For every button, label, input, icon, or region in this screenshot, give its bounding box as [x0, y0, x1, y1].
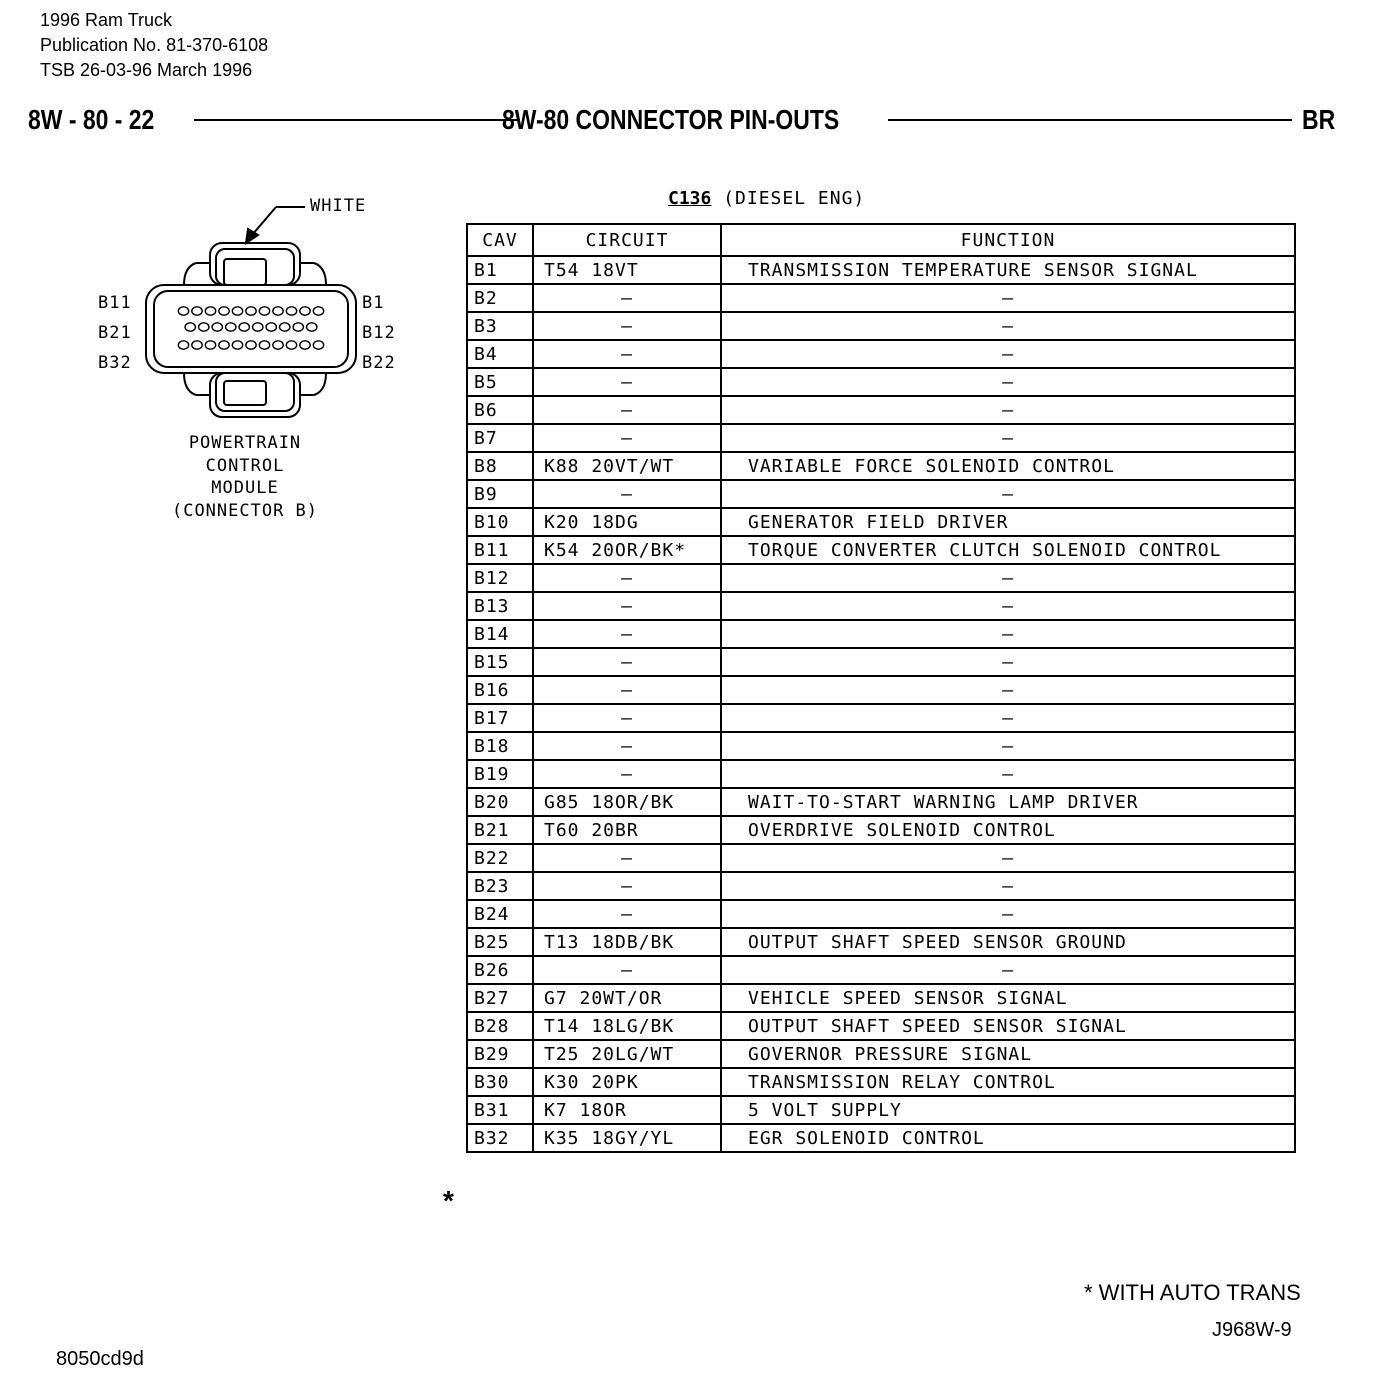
- cell-cav: B21: [467, 816, 533, 844]
- connector-caption: [145, 432, 345, 522]
- connector-diagram: [140, 205, 370, 435]
- table-row: [467, 760, 1295, 788]
- pin-hole: [178, 307, 188, 315]
- table-row: [467, 732, 1295, 760]
- cell-cav: B9: [467, 480, 533, 508]
- cell-cav: B5: [467, 368, 533, 396]
- cell-function: –: [721, 592, 1295, 620]
- table-row: [467, 508, 1295, 536]
- publication-number: Publication No. 81-370-6108: [40, 35, 269, 55]
- caption-line: CONTROL: [205, 455, 285, 476]
- cell-cav: B17: [467, 704, 533, 732]
- header-rule-right: [888, 119, 1292, 121]
- cell-circuit: –: [533, 564, 721, 592]
- pin-hole: [253, 323, 263, 331]
- pin-hole: [246, 307, 256, 315]
- cell-function: OUTPUT SHAFT SPEED SENSOR SIGNAL: [721, 1012, 1295, 1040]
- cell-circuit: –: [533, 312, 721, 340]
- cell-circuit: T14 18LG/BK: [533, 1012, 721, 1040]
- cell-function: GENERATOR FIELD DRIVER: [721, 508, 1295, 536]
- cell-circuit: T25 20LG/WT: [533, 1040, 721, 1068]
- cell-cav: B29: [467, 1040, 533, 1068]
- pin-hole: [273, 307, 283, 315]
- cell-cav: B7: [467, 424, 533, 452]
- table-row: [467, 368, 1295, 396]
- cell-circuit: T54 18VT: [533, 256, 721, 284]
- cell-cav: B3: [467, 312, 533, 340]
- cell-circuit: –: [533, 956, 721, 984]
- table-row: [467, 900, 1295, 928]
- pin-hole: [273, 341, 283, 349]
- document-id: 8050cd9d: [56, 1348, 144, 1370]
- pin-label-right-middle: B12: [362, 323, 396, 343]
- cell-function: –: [721, 956, 1295, 984]
- table-row: [467, 844, 1295, 872]
- cell-circuit: K35 18GY/YL: [533, 1124, 721, 1152]
- cell-cav: B15: [467, 648, 533, 676]
- cell-function: TRANSMISSION RELAY CONTROL: [721, 1068, 1295, 1096]
- cell-circuit: K30 20PK: [533, 1068, 721, 1096]
- cell-circuit: –: [533, 648, 721, 676]
- table-row: [467, 284, 1295, 312]
- cell-circuit: G85 18OR/BK: [533, 788, 721, 816]
- pin-hole: [293, 323, 303, 331]
- cell-cav: B19: [467, 760, 533, 788]
- cell-cav: B4: [467, 340, 533, 368]
- row-marker: *: [443, 1185, 454, 1216]
- pin-table: [466, 223, 1296, 1153]
- tsb-line: TSB 26-03-96 March 1996: [40, 60, 253, 80]
- cell-circuit: –: [533, 760, 721, 788]
- table-row: [467, 704, 1295, 732]
- table-row: [467, 788, 1295, 816]
- cell-function: –: [721, 900, 1295, 928]
- cell-cav: B26: [467, 956, 533, 984]
- cell-function: –: [721, 424, 1295, 452]
- pin-hole: [178, 341, 188, 349]
- pin-hole: [300, 307, 310, 315]
- table-header-row: [467, 224, 1295, 256]
- figure-id: J968W-9: [1212, 1319, 1292, 1341]
- vehicle-line: 1996 Ram Truck: [40, 10, 173, 30]
- cell-function: –: [721, 564, 1295, 592]
- table-row: [467, 1096, 1295, 1124]
- pin-hole: [300, 341, 310, 349]
- header-cav: CAV: [467, 224, 533, 256]
- table-row: [467, 1040, 1295, 1068]
- pin-hole: [259, 341, 269, 349]
- pin-label-right-top: B1: [362, 293, 385, 313]
- cell-function: –: [721, 844, 1295, 872]
- cell-cav: B11: [467, 536, 533, 564]
- pin-hole: [286, 307, 296, 315]
- cell-circuit: T60 20BR: [533, 816, 721, 844]
- cell-cav: B2: [467, 284, 533, 312]
- pin-hole: [286, 341, 296, 349]
- cell-cav: B22: [467, 844, 533, 872]
- pin-hole: [259, 307, 269, 315]
- cell-cav: B6: [467, 396, 533, 424]
- table-row: [467, 1124, 1295, 1152]
- pin-hole: [232, 341, 242, 349]
- pin-label-left-bottom: B32: [98, 353, 132, 373]
- cell-function: GOVERNOR PRESSURE SIGNAL: [721, 1040, 1295, 1068]
- pin-hole: [266, 323, 276, 331]
- publication-info: [40, 8, 268, 83]
- cell-cav: B23: [467, 872, 533, 900]
- cell-circuit: –: [533, 480, 721, 508]
- cell-cav: B32: [467, 1124, 533, 1152]
- pin-hole: [280, 323, 290, 331]
- cell-function: –: [721, 480, 1295, 508]
- cell-cav: B20: [467, 788, 533, 816]
- cell-circuit: –: [533, 340, 721, 368]
- table-row: [467, 592, 1295, 620]
- footnote: * WITH AUTO TRANS: [1084, 1280, 1301, 1305]
- cell-function: –: [721, 396, 1295, 424]
- connector-note: (DIESEL ENG): [723, 188, 866, 209]
- cell-cav: B31: [467, 1096, 533, 1124]
- cell-cav: B12: [467, 564, 533, 592]
- pin-hole: [226, 323, 236, 331]
- table-row: [467, 564, 1295, 592]
- pin-hole: [205, 341, 215, 349]
- table-row: [467, 816, 1295, 844]
- cell-circuit: –: [533, 704, 721, 732]
- cell-function: 5 VOLT SUPPLY: [721, 1096, 1295, 1124]
- cell-function: WAIT-TO-START WARNING LAMP DRIVER: [721, 788, 1295, 816]
- table-row: [467, 1012, 1295, 1040]
- page-number: 8W - 80 - 22: [28, 104, 155, 135]
- cell-function: –: [721, 872, 1295, 900]
- table-row: [467, 424, 1295, 452]
- table-row: [467, 872, 1295, 900]
- pin-table-body: [467, 256, 1295, 1152]
- cell-function: –: [721, 312, 1295, 340]
- table-row: [467, 956, 1295, 984]
- table-row: [467, 676, 1295, 704]
- cell-circuit: T13 18DB/BK: [533, 928, 721, 956]
- cell-circuit: –: [533, 676, 721, 704]
- page-header: [28, 100, 1350, 140]
- cell-circuit: –: [533, 620, 721, 648]
- table-row: [467, 648, 1295, 676]
- cell-function: VARIABLE FORCE SOLENOID CONTROL: [721, 452, 1295, 480]
- cell-cav: B14: [467, 620, 533, 648]
- pin-hole: [239, 323, 249, 331]
- cell-cav: B16: [467, 676, 533, 704]
- cell-circuit: –: [533, 844, 721, 872]
- pin-hole: [313, 341, 323, 349]
- pin-hole: [212, 323, 222, 331]
- table-row: [467, 312, 1295, 340]
- header-circuit: CIRCUIT: [533, 224, 721, 256]
- pin-label-left-middle: B21: [98, 323, 132, 343]
- cell-circuit: –: [533, 592, 721, 620]
- pin-hole: [232, 307, 242, 315]
- cell-circuit: –: [533, 732, 721, 760]
- cell-circuit: –: [533, 424, 721, 452]
- cell-function: –: [721, 704, 1295, 732]
- cell-circuit: –: [533, 396, 721, 424]
- pin-hole: [205, 307, 215, 315]
- cell-cav: B8: [467, 452, 533, 480]
- pin-holes: [178, 307, 323, 349]
- cell-function: –: [721, 732, 1295, 760]
- pin-hole: [307, 323, 317, 331]
- cell-circuit: G7 20WT/OR: [533, 984, 721, 1012]
- caption-line: POWERTRAIN: [188, 433, 302, 453]
- cell-circuit: –: [533, 900, 721, 928]
- pin-hole: [246, 341, 256, 349]
- pin-hole: [192, 341, 202, 349]
- cell-function: –: [721, 648, 1295, 676]
- caption-line: (CONNECTOR B): [171, 500, 319, 521]
- table-row: [467, 928, 1295, 956]
- cell-function: –: [721, 284, 1295, 312]
- table-row: [467, 536, 1295, 564]
- connector-id: C136: [668, 188, 712, 209]
- cell-function: –: [721, 368, 1295, 396]
- connector-color-label: WHITE: [310, 196, 367, 216]
- pin-hole: [199, 323, 209, 331]
- pin-label-left-top: B11: [98, 293, 132, 313]
- cell-circuit: K20 18DG: [533, 508, 721, 536]
- cell-function: –: [721, 340, 1295, 368]
- cell-cav: B1: [467, 256, 533, 284]
- cell-circuit: K7 18OR: [533, 1096, 721, 1124]
- cell-function: OUTPUT SHAFT SPEED SENSOR GROUND: [721, 928, 1295, 956]
- table-row: [467, 256, 1295, 284]
- header-rule-left: [194, 119, 520, 121]
- table-row: [467, 984, 1295, 1012]
- caption-line: MODULE: [211, 478, 279, 498]
- cell-function: TRANSMISSION TEMPERATURE SENSOR SIGNAL: [721, 256, 1295, 284]
- cell-circuit: K88 20VT/WT: [533, 452, 721, 480]
- cell-cav: B25: [467, 928, 533, 956]
- header-function: FUNCTION: [721, 224, 1295, 256]
- cell-cav: B30: [467, 1068, 533, 1096]
- cell-cav: B18: [467, 732, 533, 760]
- cell-function: TORQUE CONVERTER CLUTCH SOLENOID CONTROL: [721, 536, 1295, 564]
- cell-function: EGR SOLENOID CONTROL: [721, 1124, 1295, 1152]
- table-row: [467, 452, 1295, 480]
- section-code: BR: [1302, 104, 1336, 135]
- table-row: [467, 1068, 1295, 1096]
- cell-function: VEHICLE SPEED SENSOR SIGNAL: [721, 984, 1295, 1012]
- cell-function: –: [721, 760, 1295, 788]
- table-row: [467, 480, 1295, 508]
- connector-title: [668, 188, 865, 209]
- pin-hole: [219, 307, 229, 315]
- cell-circuit: –: [533, 872, 721, 900]
- table-row: [467, 620, 1295, 648]
- cell-function: –: [721, 676, 1295, 704]
- cell-circuit: K54 20OR/BK*: [533, 536, 721, 564]
- cell-cav: B24: [467, 900, 533, 928]
- cell-function: OVERDRIVE SOLENOID CONTROL: [721, 816, 1295, 844]
- table-row: [467, 340, 1295, 368]
- page-title: 8W-80 CONNECTOR PIN-OUTS: [502, 104, 840, 135]
- cell-circuit: –: [533, 368, 721, 396]
- table-row: [467, 396, 1295, 424]
- cell-cav: B10: [467, 508, 533, 536]
- pin-label-right-bottom: B22: [362, 353, 396, 373]
- pin-hole: [192, 307, 202, 315]
- pin-hole: [185, 323, 195, 331]
- pin-hole: [313, 307, 323, 315]
- cell-function: –: [721, 620, 1295, 648]
- cell-cav: B27: [467, 984, 533, 1012]
- cell-cav: B28: [467, 1012, 533, 1040]
- pin-hole: [219, 341, 229, 349]
- cell-cav: B13: [467, 592, 533, 620]
- cell-circuit: –: [533, 284, 721, 312]
